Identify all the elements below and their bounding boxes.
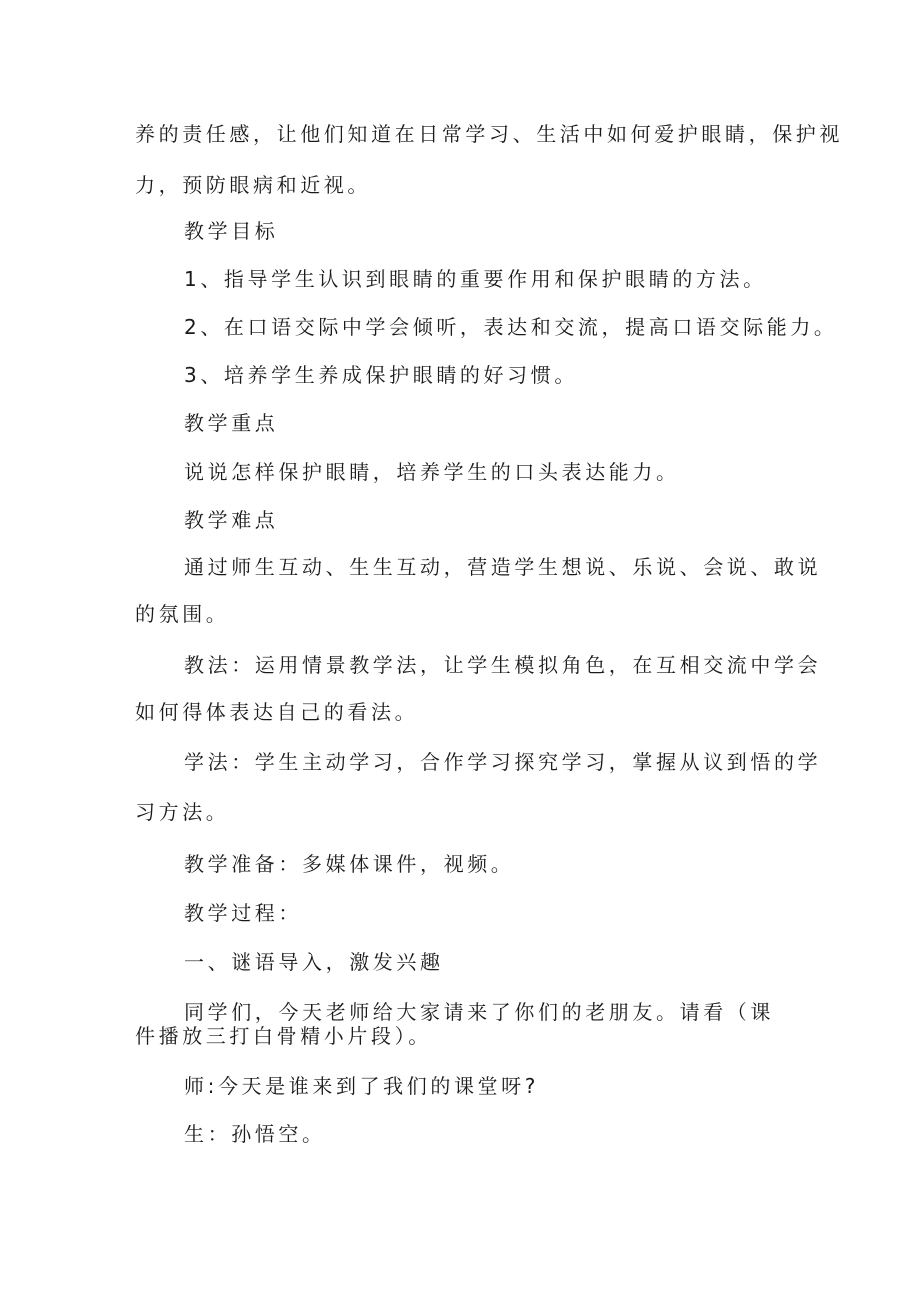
text-line-continuation: 养的责任感，让他们知道在日常学习、生活中如何爱护眼睛，保护视 [135, 122, 843, 146]
objective-item-2: 2、在口语交际中学会倾听，表达和交流，提高口语交际能力。 [184, 315, 838, 339]
teaching-method-paragraph: 教法：运用情景教学法，让学生模拟角色，在互相交流中学会 [184, 653, 822, 677]
learning-method-continuation: 习方法。 [135, 800, 230, 824]
process-step-1-heading: 一、谜语导入，激发兴趣 [184, 950, 444, 974]
teaching-preparation: 教学准备：多媒体课件，视频。 [184, 852, 515, 876]
teacher-dialogue: 师:今天是谁来到了我们的课堂呀? [184, 1074, 539, 1098]
difficulties-paragraph: 通过师生互动、生生互动，营造学生想说、乐说、会说、敢说 [184, 555, 822, 579]
process-paragraph-continuation: 件播放三打白骨精小片段）。 [135, 1024, 432, 1048]
section-heading-objectives: 教学目标 [184, 219, 279, 243]
teaching-method-continuation: 如何得体表达自己的看法。 [135, 700, 419, 724]
section-heading-key-points: 教学重点 [184, 411, 279, 435]
text-line-continuation: 力，预防眼病和近视。 [135, 173, 371, 197]
process-paragraph: 同学们，今天老师给大家请来了你们的老朋友。请看（课 [184, 1000, 774, 1024]
section-heading-difficulties: 教学难点 [184, 508, 279, 532]
difficulties-paragraph-continuation: 的氛围。 [135, 602, 230, 626]
section-heading-process: 教学过程： [184, 901, 302, 925]
learning-method-paragraph: 学法：学生主动学习，合作学习探究学习，掌握从议到悟的学 [184, 750, 822, 774]
student-dialogue: 生：孙悟空。 [184, 1122, 326, 1146]
key-points-paragraph: 说说怎样保护眼睛，培养学生的口头表达能力。 [184, 460, 680, 484]
objective-item-1: 1、指导学生认识到眼睛的重要作用和保护眼睛的方法。 [184, 267, 767, 291]
objective-item-3: 3、培养学生养成保护眼睛的好习惯。 [184, 363, 578, 387]
